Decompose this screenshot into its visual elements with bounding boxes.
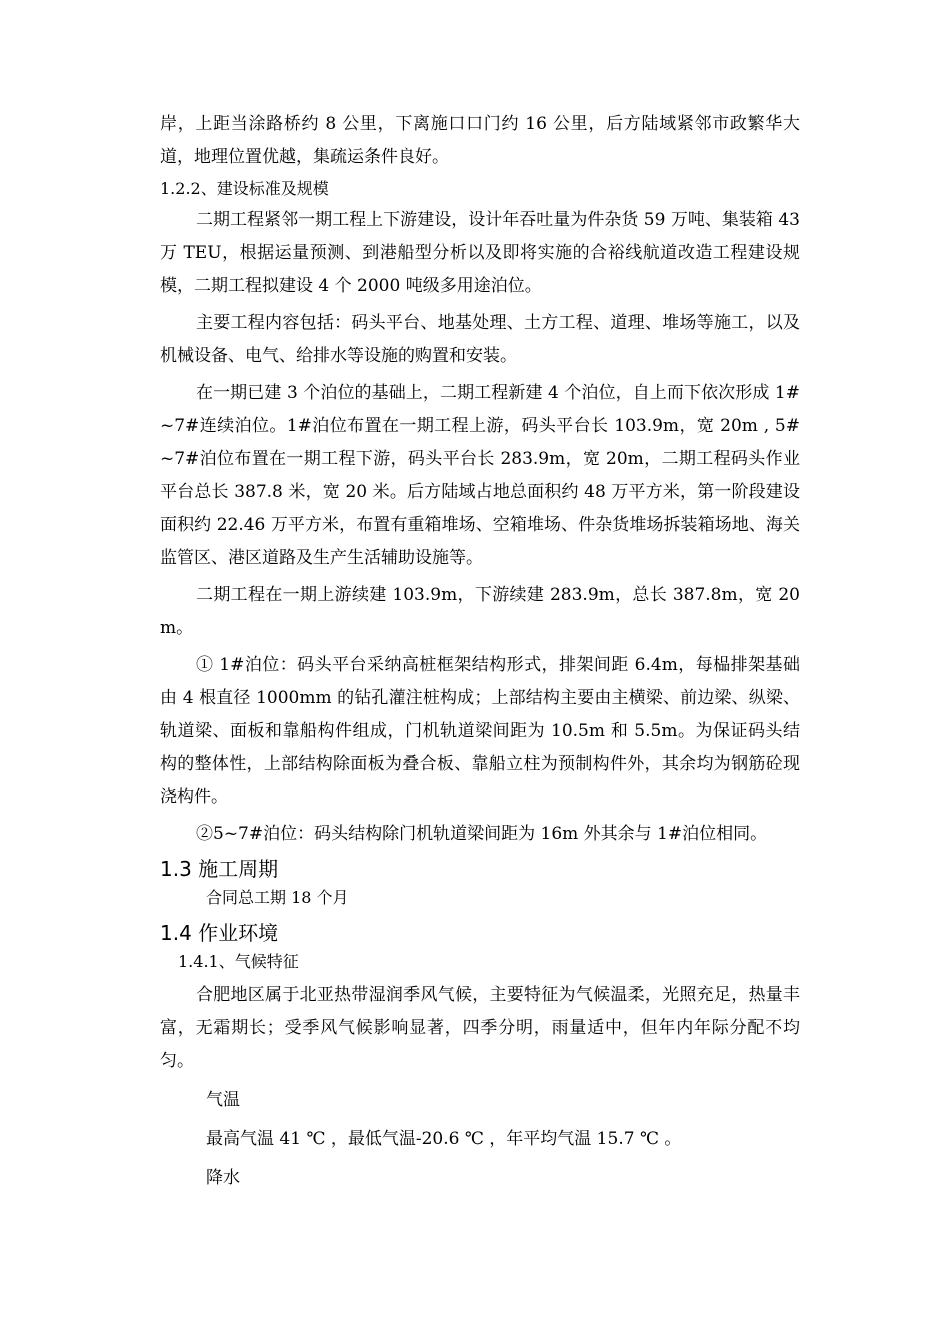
paragraph-berth-5-7: ②5~7#泊位：码头结构除门机轨道梁间距为 16m 外其余与 1#泊位相同。 (196, 824, 768, 844)
heading-1-4: 1.4 作业环境 (160, 921, 279, 945)
paragraph-location: 岸，上距当涂路桥约 8 公里，下离施口口门约 16 公里，后方陆域紧邻市政繁华大道，地理位置优越，集疏运条件良好。 (160, 114, 800, 167)
temperature-label: 气温 (206, 1090, 240, 1110)
paragraph-climate: 合肥地区属于北亚热带湿润季风气候，主要特征为气候温柔，光照充足，热量丰富，无霜期长；受季风气候影响显著，四季分明，雨量适中，但年内年际分配不均匀。 (160, 985, 800, 1071)
subheading-1-2-2: 1.2.2、建设标准及规模 (160, 179, 329, 198)
precipitation-label: 降水 (206, 1168, 240, 1188)
heading-1-3: 1.3 施工周期 (160, 857, 279, 881)
temperature-text: 最高气温 41 ℃ ，最低气温-20.6 ℃ ，年平均气温 15.7 ℃ 。 (206, 1129, 682, 1149)
paragraph-main-content: 主要工程内容包括：码头平台、地基处理、土方工程、道理、堆场等施工，以及机械设备、电气、给排水等设施的购置和安装。 (160, 313, 800, 366)
construction-period-text: 合同总工期 18 个月 (206, 888, 349, 907)
paragraph-capacity: 二期工程紧邻一期工程上下游建设，设计年吞吐量为件杂货 59 万吨、集装箱 43 万 TEU，根据运量预测、到港船型分析以及即将实施的合裕线航道改造工程建设规模，二期工程拟建设 4 个 2000 吨级多用途泊位。 (160, 210, 800, 296)
paragraph-berth-1: ① 1#泊位：码头平台采纳高桩框架结构形式，排架间距 6.4m，每榀排架基础由 4 根直径 1000mm 的钻孔灌注桩构成；上部结构主要由主横梁、前边梁、纵梁、轨道梁、面板和靠船构件组成，门机轨道梁间距为 10.5m 和 5.5m。为保证码头结构的整体性，上部结构除面板为叠合板、靠船立柱为预制构件外，其余均为钢筋砼现浇构件。 (160, 655, 800, 807)
subheading-1-4-1: 1.4.1、气候特征 (178, 952, 299, 971)
paragraph-extension: 二期工程在一期上游续建 103.9m，下游续建 283.9m，总长 387.8m，宽 20m。 (160, 585, 800, 638)
document-page (160, 108, 800, 1195)
paragraph-berths: 在一期已建 3 个泊位的基础上，二期工程新建 4 个泊位，自上而下依次形成 1#~7#连续泊位。1#泊位布置在一期工程上游，码头平台长 103.9m，宽 20m , 5#~7#泊位布置在一期工程下游，码头平台长 283.9m，宽 20m，二期工程码头作业平台总长 387.8 米，宽 20 米。后方陆域占地总面积约 48 万平方米，第一阶段建设面积约 22.46 万平方米，布置有重箱堆场、空箱堆场、件杂货堆场拆装箱场地、海关监管区、港区道路及生产生活辅助设施等。 (160, 383, 800, 568)
